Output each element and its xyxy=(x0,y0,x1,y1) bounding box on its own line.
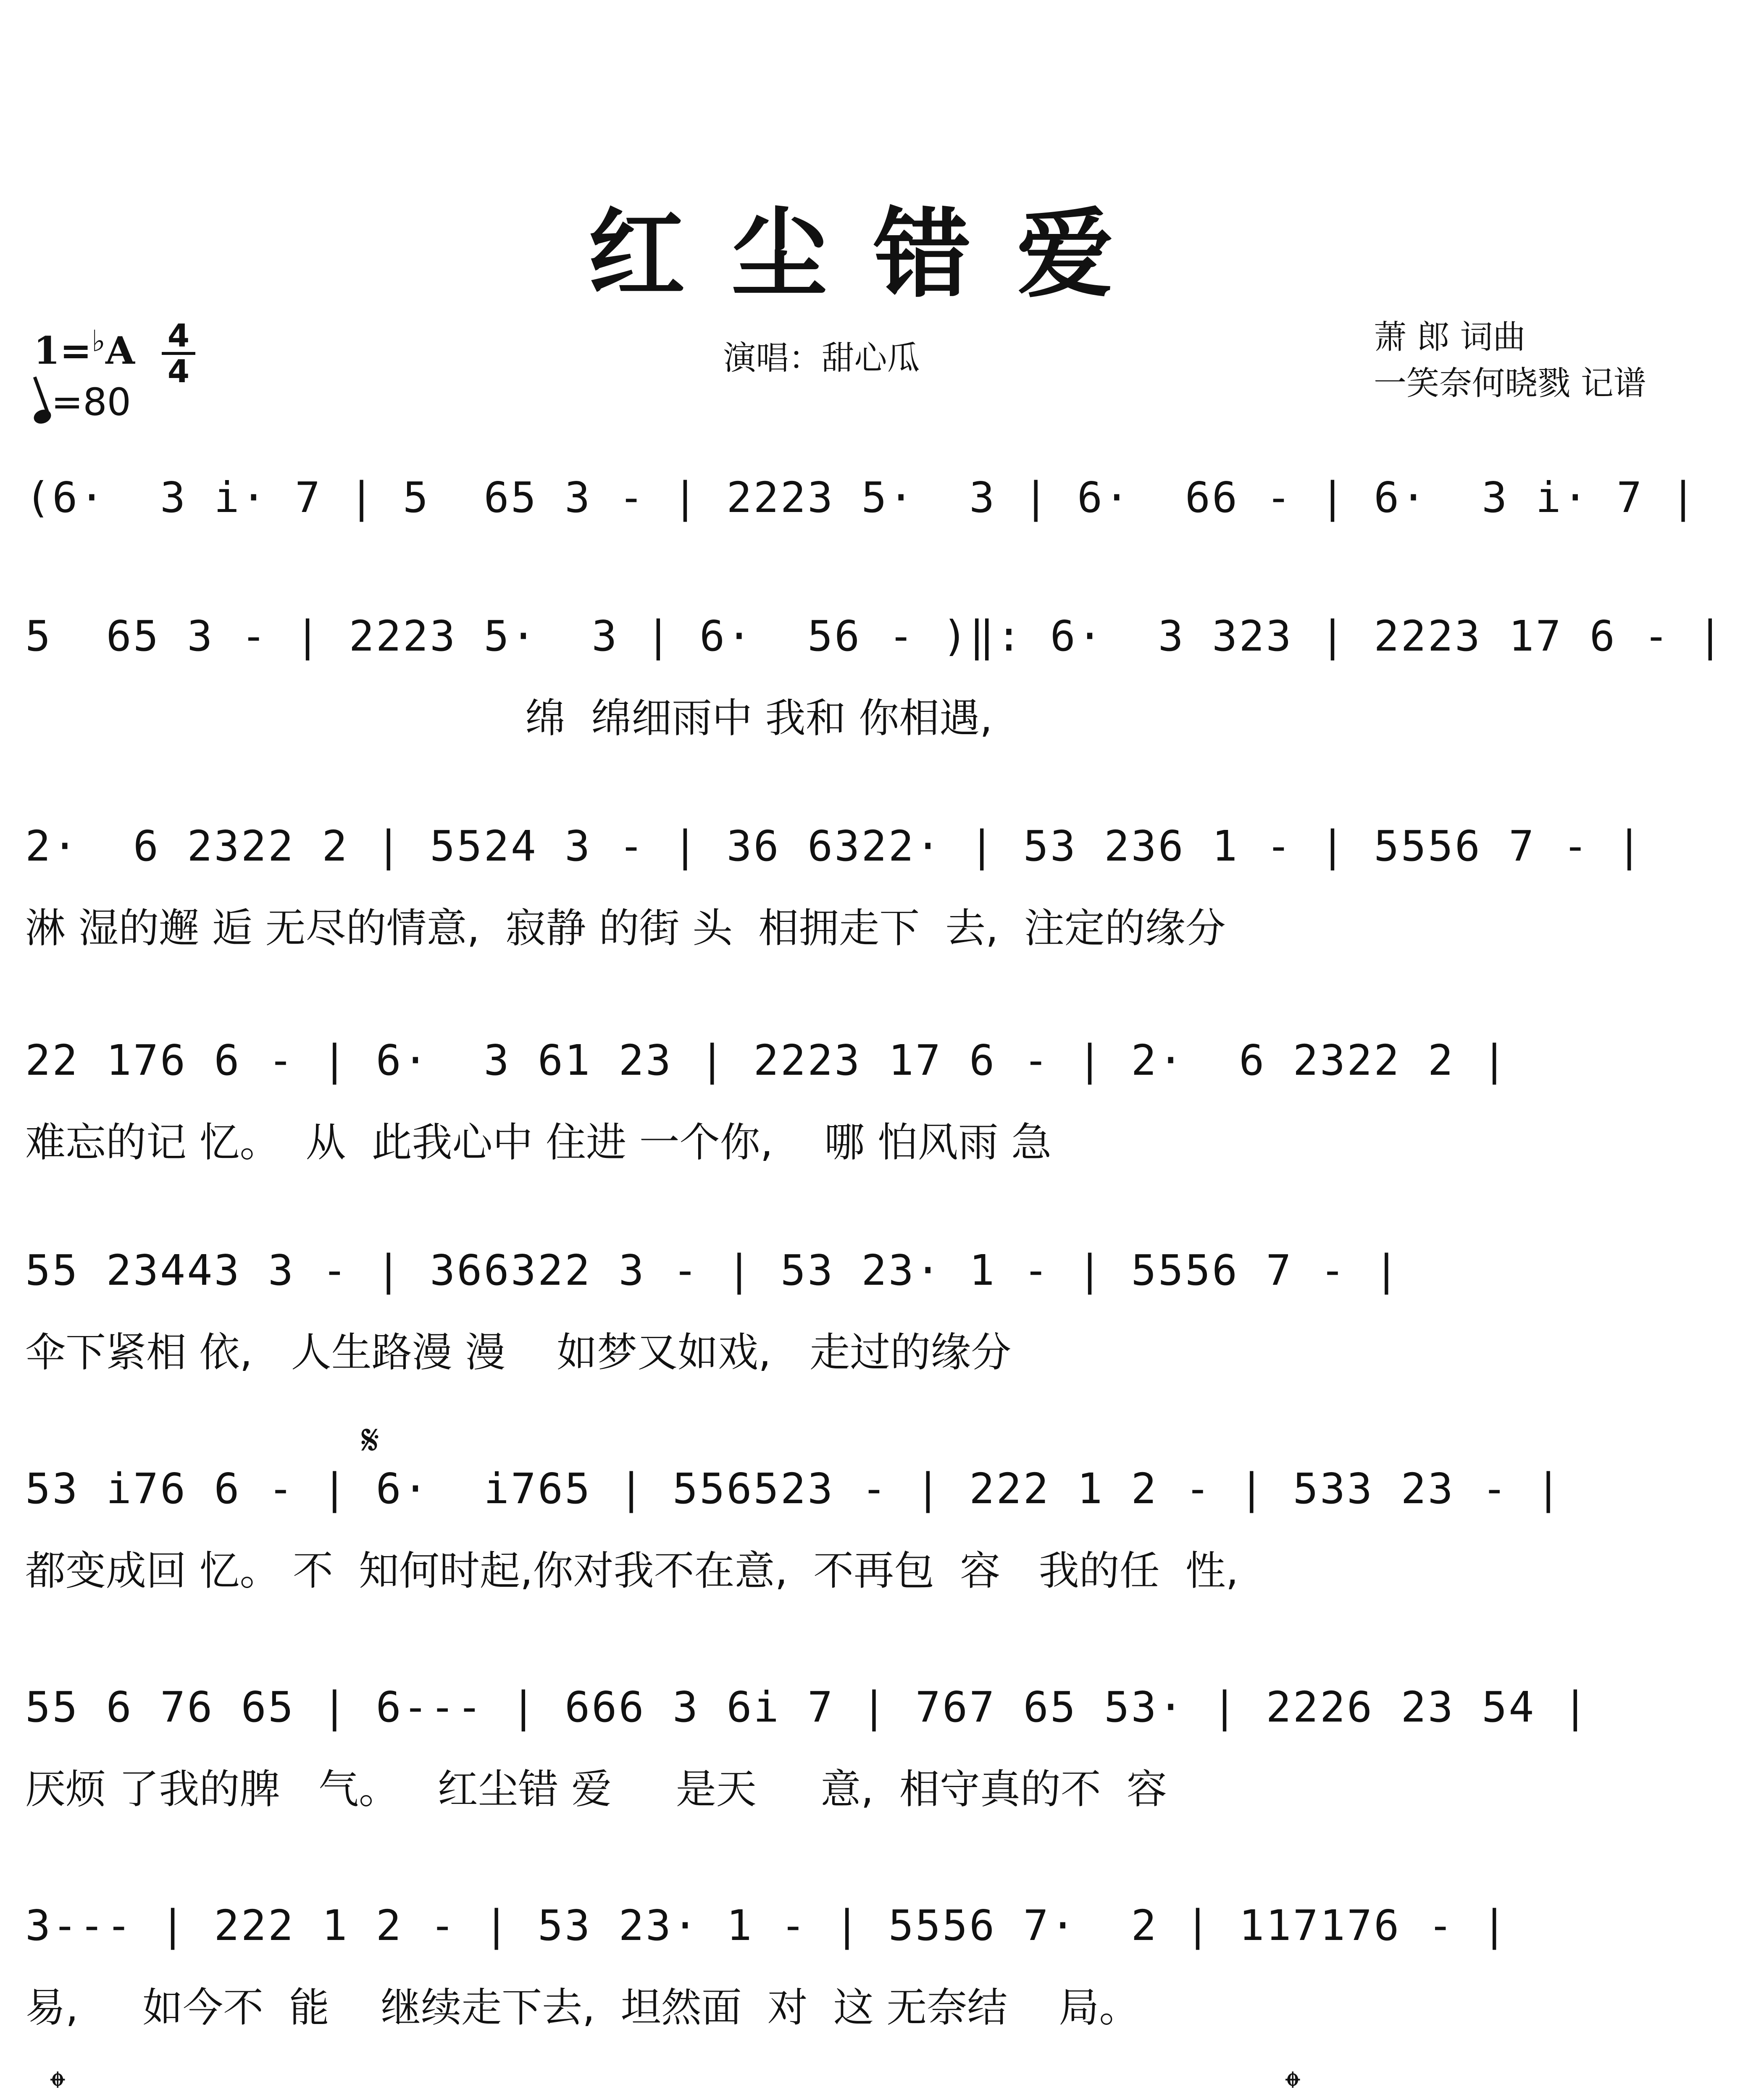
segno-icon: 𝄋 xyxy=(361,1415,379,1465)
score-system-2 xyxy=(25,609,1724,743)
score-system-1 xyxy=(25,470,1718,554)
lyricist-credit: 萧 郎 词曲 xyxy=(1374,318,1526,356)
notation-line: 2· 6 2322 2 | 5524 3 - | 36 6322· | 53 236 1 - | 5556 7 - | xyxy=(25,822,1644,871)
score-system-5 xyxy=(25,1243,1718,1378)
lyrics-line: 绵 绵细雨中 我和 你相遇, xyxy=(25,695,993,742)
quarter-note-icon xyxy=(32,407,53,426)
time-top: 4 xyxy=(167,317,190,354)
score-system-6 xyxy=(25,1462,1718,1596)
coda-icon: 𝄌 xyxy=(50,2062,65,2100)
notation-line: 5 65 3 - | 2223 5· 3 | 6· 56 - )‖: 6· 3 323 | 2223 17 6 - | xyxy=(25,612,1724,661)
song-title: 红尘错爱 xyxy=(588,197,1160,311)
tempo-marking xyxy=(34,380,131,424)
lyrics-line: 难忘的记 忆。 从 此我心中 住进 一个你, 哪 怕风雨 急 xyxy=(25,1119,1052,1166)
notation-line: (6· 3 i· 7 | 5 65 3 - | 2223 5· 3 | 6· 66 - | 6· 3 i· 7 | xyxy=(25,473,1698,522)
notation-line: 55 6 76 65 | 6--- | 666 3 6i 7 | 767 65 53· | 2226 23 54 | xyxy=(25,1683,1590,1732)
lyrics-line: 厌烦 了我的脾 气。 红尘错 爱 是天 意, 相守真的不 容 xyxy=(25,1766,1167,1813)
key-letter: A xyxy=(105,328,135,373)
time-bottom: 4 xyxy=(162,352,195,388)
notation-line: 55 23443 3 - | 366322 3 - | 53 23· 1 - | 5556 7 - | xyxy=(25,1246,1401,1295)
score-system-8 xyxy=(25,1898,1718,2033)
tempo-value: =80 xyxy=(51,380,131,424)
key-prefix: 1= xyxy=(34,328,92,373)
lyrics-line: 淋 湿的邂 逅 无尽的情意, 寂静 的街 头 相拥走下 去, 注定的缘分 xyxy=(25,905,1226,952)
score-system-7 xyxy=(25,1680,1718,1814)
singer-credit: 演唱：甜心瓜 xyxy=(723,339,920,377)
lyrics-line: 伞下紧相 依, 人生路漫 漫 如梦又如戏, 走过的缘分 xyxy=(25,1329,1012,1376)
transcriber-credit: 一笑奈何晓戮 记谱 xyxy=(1374,365,1646,402)
score-system-3 xyxy=(25,819,1718,953)
lyrics-line: 易, 如今不 能 继续走下去, 坦然面 对 这 无奈结 局。 xyxy=(25,1984,1140,2031)
coda-icon: 𝄌 xyxy=(1285,2062,1300,2100)
score-system-4 xyxy=(25,1033,1718,1168)
notation-line: 22 176 6 - | 6· 3 61 23 | 2223 17 6 - | 2· 6 2322 2 | xyxy=(25,1036,1509,1085)
notation-line: 53 i76 6 - | 6· i765 | 556523 - | 222 1 2 - | 533 23 - | xyxy=(25,1464,1563,1513)
lyrics-line: 都变成回 忆。 不 知何时起,你对我不在意, 不再包 容 我的任 性, xyxy=(25,1547,1239,1594)
flat-sign: ♭ xyxy=(92,323,106,358)
notation-line: 3--- | 222 1 2 - | 53 23· 1 - | 5556 7· 2 | 117176 - | xyxy=(25,1901,1509,1950)
